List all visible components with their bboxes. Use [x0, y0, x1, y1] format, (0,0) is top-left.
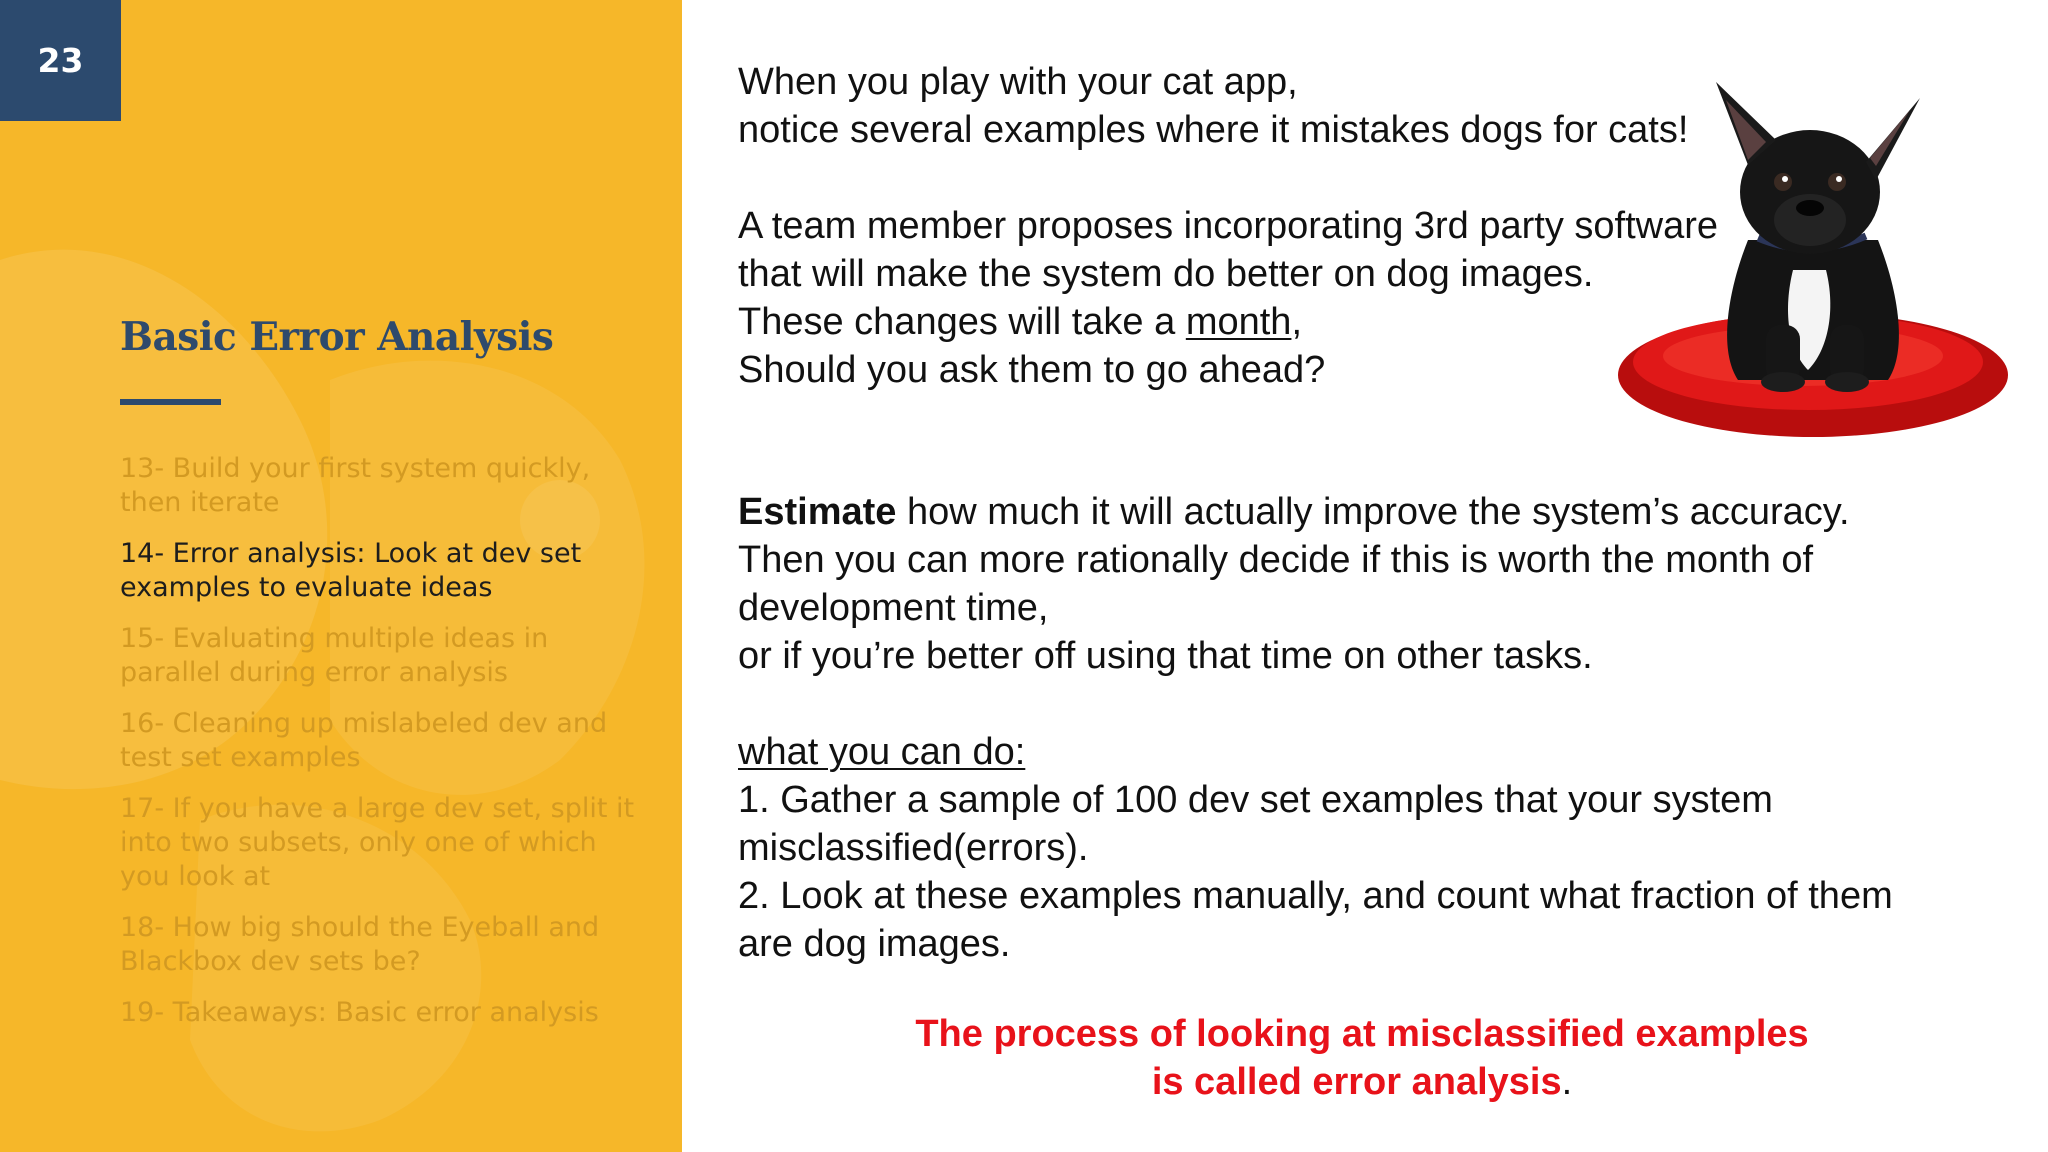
left-panel [0, 0, 682, 1152]
todo-block [738, 728, 1893, 968]
section-title: Basic Error Analysis [120, 314, 554, 360]
table-of-contents [120, 452, 640, 1047]
proposal-text-part2: , Should you ask them to go ahead? [738, 301, 1326, 391]
conclusion-text [822, 1010, 1902, 1106]
todo-steps: 1. Gather a sample of 100 dev set examples that your system misclassified(errors). 2. Look at these examples manually, and count what fraction of them are dog images. [738, 779, 1893, 965]
slide-number-badge: 23 [0, 0, 121, 121]
toc-item-14-active[interactable]: 14- Error analysis: Look at dev set examples to evaluate ideas [120, 538, 582, 603]
proposal-text-part1: A team member proposes incorporating 3rd party software that will make the system do better on dog images. These changes will take a [738, 205, 1719, 343]
title-divider [120, 399, 221, 405]
intro-text: When you play with your cat app, notice several examples where it mistakes dogs for cats! [738, 61, 1689, 151]
month-emphasis: month [1185, 301, 1292, 343]
conclusion-period: . [1561, 1061, 1573, 1103]
conclusion-line-1: The process of looking at misclassified examples [915, 1013, 1809, 1055]
estimate-rest: how much it will actually improve the system’s accuracy. Then you can more rationally decide if this is worth the month of development time, or if you’re better off using that time on other tasks. [738, 491, 1850, 677]
proposal-text [738, 202, 1718, 394]
conclusion-line-2: is called error analysis [1151, 1061, 1562, 1103]
toc-item-15[interactable]: 15- Evaluating multiple ideas in parallel during error analysis [120, 623, 549, 688]
estimate-text [738, 488, 1850, 680]
toc-item-19[interactable]: 19- Takeaways: Basic error analysis [120, 997, 599, 1028]
estimate-keyword: Estimate [738, 491, 897, 533]
toc-item-17[interactable]: 17- If you have a large dev set, split it into two subsets, only one of which you look at [120, 793, 635, 892]
french-bulldog-icon [1598, 70, 2018, 460]
todo-heading: what you can do: [738, 731, 1026, 773]
toc-item-13[interactable]: 13- Build your first system quickly, then iterate [120, 453, 591, 518]
toc-item-18[interactable]: 18- How big should the Eyeball and Blackbox dev sets be? [120, 912, 600, 977]
toc-item-16[interactable]: 16- Cleaning up mislabeled dev and test set examples [120, 708, 608, 773]
